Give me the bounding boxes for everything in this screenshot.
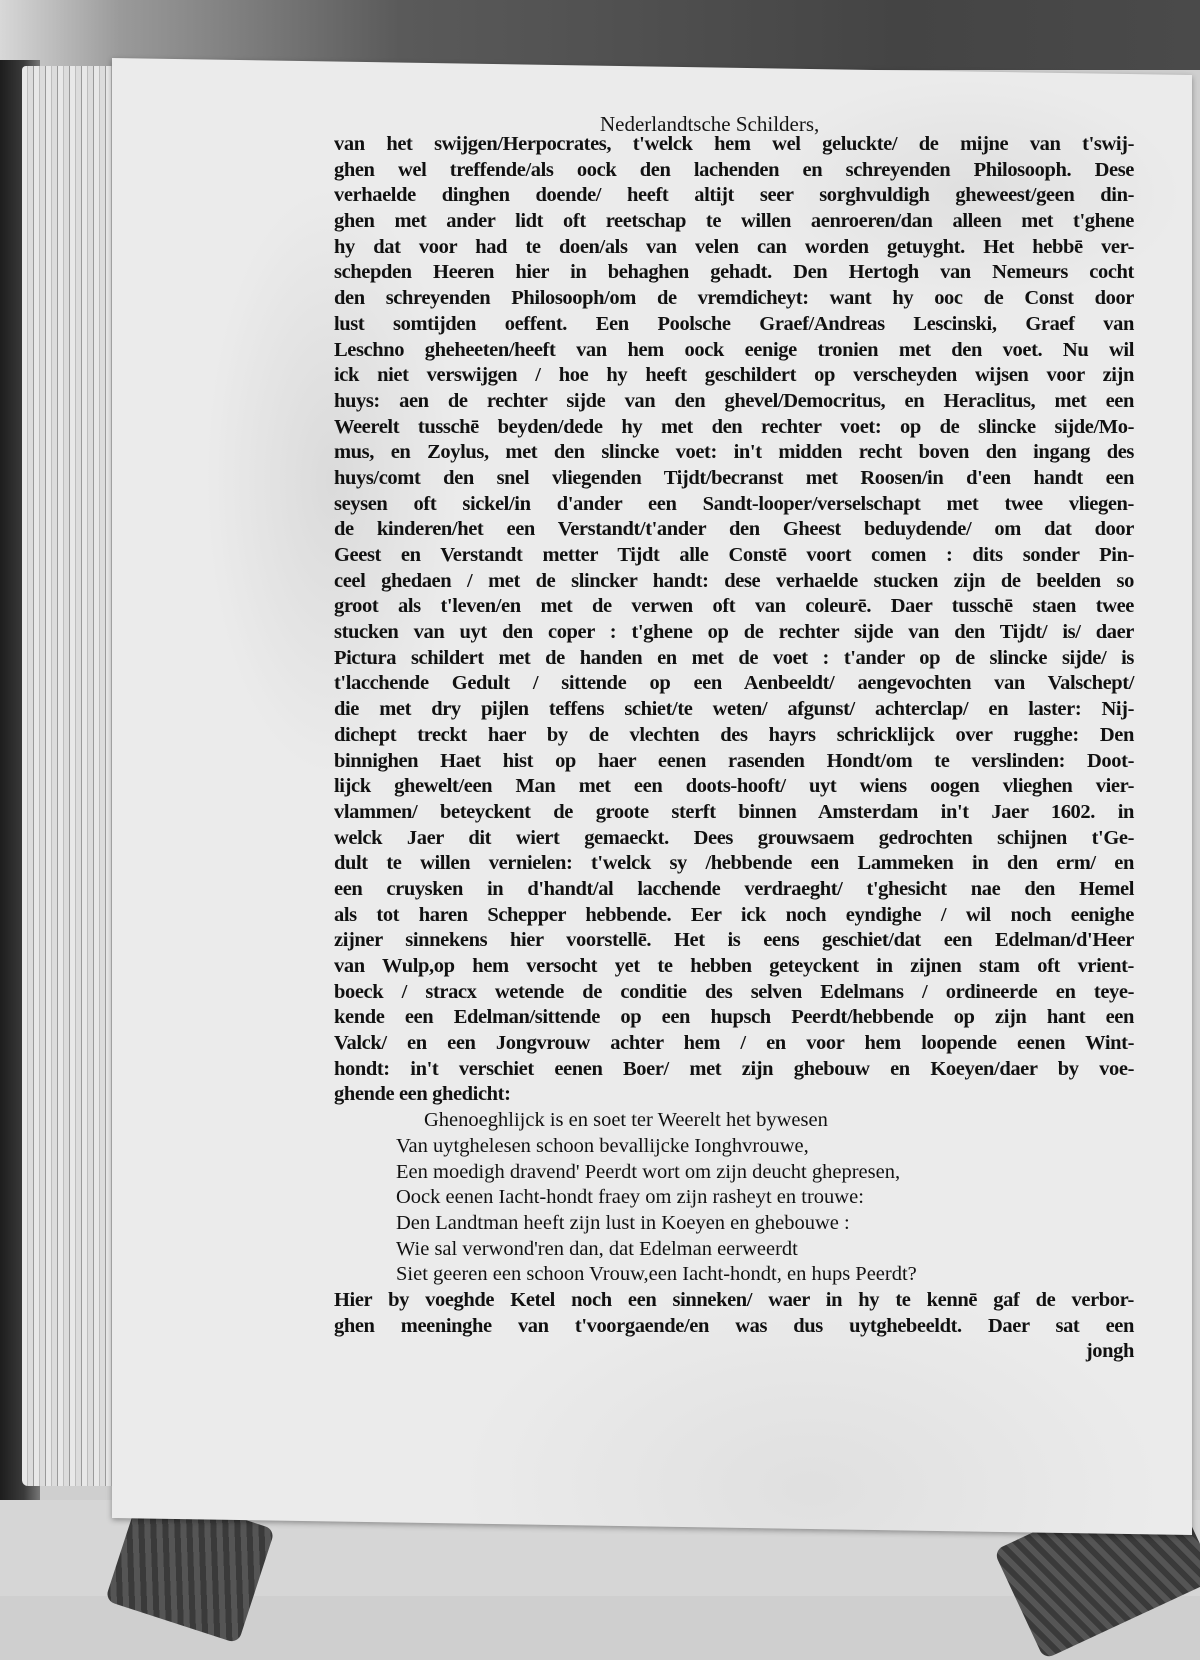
text-line: huys: aen de rechter sijde van den ghevel/Democritus, en Heraclitus, met een xyxy=(334,389,1134,412)
poem-line: Den Landtman heeft zijn lust in Koeyen en ghebouwe : xyxy=(396,1211,850,1234)
text-line: ghen wel treffende/als oock den lachenden en schreyenden Philosooph. Dese xyxy=(334,158,1134,181)
running-head: Nederlandtsche Schilders, xyxy=(600,112,820,136)
text-line: Leschno gheheeten/heeft van hem oock eenige tronien met den voet. Nu wil xyxy=(334,338,1134,361)
text-line: groot als t'leven/en met de verwen oft van coleurē. Daer tusschē staen twee xyxy=(334,595,1134,618)
text-line: Geest en Verstandt metter Tijdt alle Constē voort comen : dits sonder Pin- xyxy=(334,544,1134,566)
prose-block-1 xyxy=(334,132,1134,1108)
text-line: stucken van uyt den coper : t'ghene op de rechter sijde van den Tijdt/ is/ daer xyxy=(334,621,1134,644)
text-line: Valck/ en een Jongvrouw achter hem / en voor hem loopende eenen Wint- xyxy=(334,1032,1134,1055)
text-line: huys/comt den snel vliegenden Tijdt/becranst met Roosen/in d'een handt een xyxy=(334,466,1134,489)
text-line: die met dry pijlen teffens schiet/te weten/ afgunst/ achterclap/ en laster: Nij- xyxy=(334,698,1134,721)
prose-block-2 xyxy=(334,1288,1134,1339)
text-line: dichept treckt haer by de vlechten des hayrs schricklijck over rugghe: Den xyxy=(334,723,1134,746)
text-line: welck Jaer dit wiert gemaeckt. Dees grouwsaem gedrochten schijnen t'Ge- xyxy=(334,826,1134,849)
page-stack-edge xyxy=(22,66,122,1486)
poem-line: Van uytghelesen schoon bevallijcke Ionghvrouwe, xyxy=(396,1134,809,1157)
text-line: lust somtijden oeffent. Een Poolsche Graef/Andreas Lescinski, Graef van xyxy=(334,312,1134,335)
text-line: ghen meeninghe van t'voorgaende/en was dus uytghebeeldt. Daer sat een xyxy=(334,1314,1134,1337)
text-line: ghende een ghedicht: xyxy=(334,1083,511,1106)
text-line: verhaelde dinghen doende/ heeft altijt seer sorghvuldigh gheweest/geen din- xyxy=(334,184,1134,207)
text-line: Hier by voeghde Ketel noch een sinneken/ waer in hy te kennē gaf de verbor- xyxy=(334,1288,1134,1311)
text-line: den schreyenden Philosooph/om de vremdicheyt: want hy ooc de Const door xyxy=(334,287,1134,310)
text-line: vlammen/ beteyckent de groote sterft binnen Amsterdam in't Jaer 1602. in xyxy=(334,800,1134,823)
text-line: lijck ghewelt/een Man met een doots-hooft/ uyt wiens oogen vlieghen vier- xyxy=(334,775,1134,798)
text-line: hy dat voor had te doen/als van velen can worden getuyght. Het hebbē ver- xyxy=(334,235,1134,258)
text-line: als tot haren Schepper hebbende. Eer ick noch eyndighe / wil noch eenighe xyxy=(334,903,1134,926)
page-body-text xyxy=(334,132,1134,1365)
text-line: seysen oft sickel/in d'ander een Sandt-looper/verselschapt met twee vliegen- xyxy=(334,492,1134,515)
text-line: Pictura schildert met de handen en met de voet : t'ander op de slincke sijde/ is xyxy=(334,646,1134,669)
poem-line: Een moedigh dravend' Peerdt wort om zijn deucht ghepresen, xyxy=(396,1160,901,1183)
text-line: hondt: in't verschiet eenen Boer/ met zijn ghebouw en Koeyen/daer by voe- xyxy=(334,1057,1134,1080)
text-line: t'lacchende Gedult / sittende op een Aenbeeldt/ aengevochten van Valschept/ xyxy=(334,672,1134,695)
text-line: dult te willen vernielen: t'welck sy /hebbende een Lammeken in den erm/ en xyxy=(334,852,1134,875)
poem-line: Wie sal verwond'ren dan, dat Edelman eerweerdt xyxy=(396,1237,798,1260)
text-line: mus, en Zoylus, met den slincke voet: in't midden recht boven den ingang des xyxy=(334,441,1134,464)
text-line: de kinderen/het een Verstandt/t'ander den Gheest beduydende/ om dat door xyxy=(334,518,1134,541)
text-line: ghen met ander lidt oft reetschap te willen aenroeren/dan alleen met t'ghene xyxy=(334,210,1134,233)
text-line: binnighen Haet hist op haer eenen rasenden Hondt/om te verslinden: Doot- xyxy=(334,749,1134,772)
text-line: schepden Heeren hier in behaghen gehadt. Den Hertogh van Nemeurs cocht xyxy=(334,261,1134,284)
text-line: van Wulp,op hem versocht yet te hebben geteyckent in zijnen stam oft vrient- xyxy=(334,955,1134,977)
text-line: boeck / stracx wetende de conditie des selven Edelmans / ordineerde en teye- xyxy=(334,980,1134,1003)
text-line: ick niet verswijgen / hoe hy heeft geschildert op verscheyden wijsen voor zijn xyxy=(334,364,1134,387)
text-line: van het swijgen/Herpocrates, t'welck hem wel geluckte/ de mijne van t'swij- xyxy=(334,133,1134,155)
text-line: ceel ghedaen / met de slincker handt: dese verhaelde stucken zijn de beelden so xyxy=(334,569,1134,592)
text-line: kende een Edelman/sittende op een hupsch Peerdt/hebbende op zijn hant een xyxy=(334,1006,1134,1029)
text-line: Weerelt tusschē beyden/dede hy met den rechter voet: op de slincke sijde/Mo- xyxy=(334,415,1134,438)
poem-line: Siet geeren een schoon Vrouw,een Iacht-hondt, en hups Peerdt? xyxy=(396,1263,917,1286)
poem-block xyxy=(334,1108,1134,1288)
poem-line: Oock eenen Iacht-hondt fraey om zijn rasheyt en trouwe: xyxy=(396,1186,864,1209)
poem-line: Ghenoeghlijck is en soet ter Weerelt het bywesen xyxy=(424,1109,828,1132)
catchword: jongh xyxy=(1085,1340,1134,1363)
text-line: zijner sinnekens hier voorstellē. Het is eens geschiet/dat een Edelman/d'Heer xyxy=(334,929,1134,952)
text-line: een cruysken in d'handt/al lacchende verdraeght/ t'ghesicht nae den Hemel xyxy=(334,877,1134,900)
